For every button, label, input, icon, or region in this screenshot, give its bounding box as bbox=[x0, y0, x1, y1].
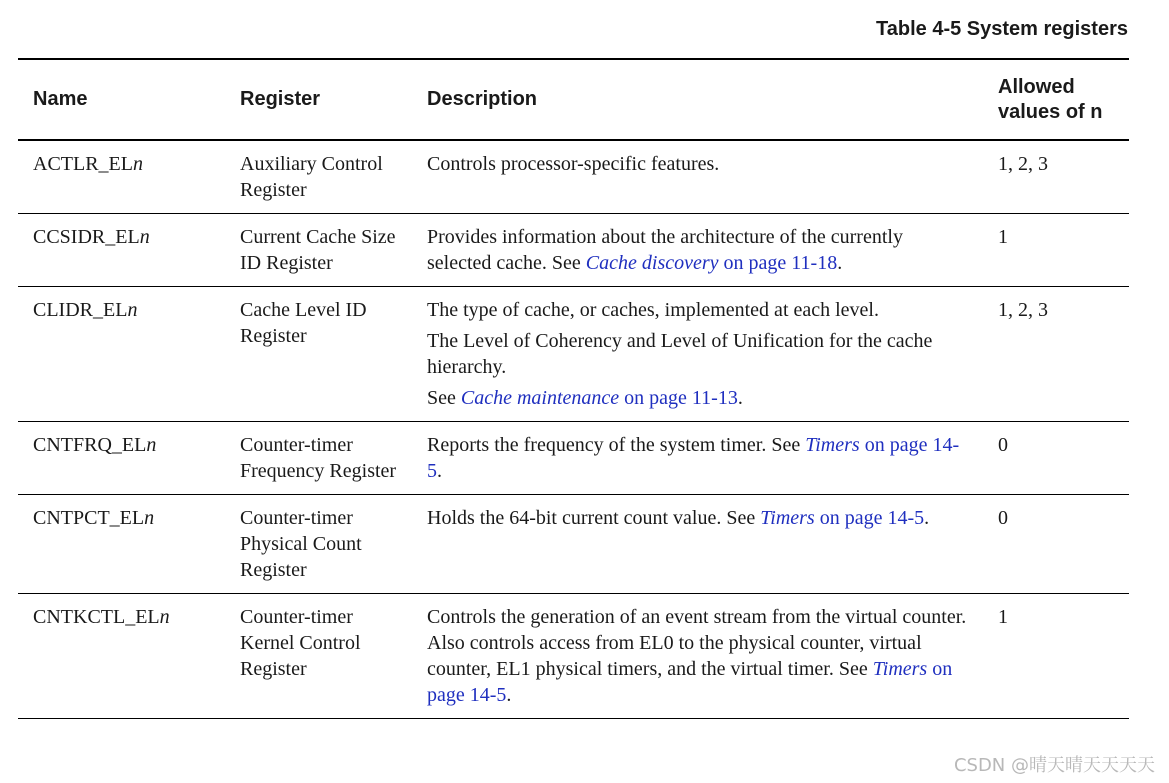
register-name-suffix: n bbox=[146, 434, 157, 456]
register-name-suffix: n bbox=[139, 226, 150, 248]
table-row bbox=[18, 214, 1129, 287]
table-row bbox=[18, 140, 1129, 214]
table-header bbox=[18, 59, 1129, 140]
register-name: ACTLR_EL bbox=[33, 153, 133, 175]
description-cell bbox=[412, 214, 983, 287]
description-text: See bbox=[427, 387, 461, 409]
description-paragraph bbox=[427, 224, 969, 276]
description-cell bbox=[412, 287, 983, 422]
cross-reference-link[interactable]: on page 14-5 bbox=[814, 507, 925, 529]
description-text: Provides information about the architecture of the currently selected cache. See bbox=[427, 226, 903, 274]
cross-reference-link[interactable]: on page 14-5 bbox=[427, 658, 953, 706]
register-name-suffix: n bbox=[159, 606, 170, 628]
cross-reference-link[interactable]: Cache maintenance bbox=[460, 387, 620, 409]
table-body bbox=[18, 140, 1129, 719]
description-text: Controls processor-specific features. bbox=[427, 153, 720, 175]
cross-reference-link[interactable]: on page 11-18 bbox=[718, 252, 838, 274]
allowed-values-cell: 0 bbox=[998, 507, 1008, 529]
cross-reference-link[interactable]: on page 11-13 bbox=[619, 387, 738, 409]
register-name-suffix: n bbox=[133, 153, 143, 175]
table-row bbox=[18, 594, 1129, 719]
description-text: . bbox=[737, 387, 743, 409]
description-text: Holds the 64-bit current count value. See bbox=[427, 507, 761, 529]
header-description: Description bbox=[427, 88, 538, 110]
description-text: . bbox=[924, 507, 930, 529]
description-text: Controls the generation of an event stream from the virtual counter. Also controls access from EL0 to the physical counter, virtual counter, EL1 physical timers, and the virtual timer. See bbox=[427, 606, 967, 680]
register-name-cell bbox=[18, 422, 225, 495]
table-row bbox=[18, 422, 1129, 495]
table-row bbox=[18, 495, 1129, 594]
header-allowed-values: Allowed values of n bbox=[998, 75, 1103, 123]
description-cell bbox=[412, 140, 983, 214]
header-row bbox=[18, 59, 1129, 140]
cross-reference-link[interactable]: Timers bbox=[805, 434, 860, 456]
description-text: . bbox=[837, 252, 843, 274]
header-name: Name bbox=[33, 88, 88, 110]
description-paragraph bbox=[427, 385, 969, 411]
description-cell bbox=[412, 594, 983, 719]
register-name-suffix: n bbox=[127, 299, 138, 321]
description-paragraph bbox=[427, 297, 969, 323]
cross-reference-link[interactable]: Cache discovery bbox=[585, 252, 719, 274]
header-register: Register bbox=[240, 88, 321, 110]
watermark: CSDN @晴天晴天天天天 bbox=[953, 755, 1155, 776]
description-cell bbox=[412, 422, 983, 495]
register-name: CNTFRQ_EL bbox=[33, 434, 147, 456]
register-name-cell bbox=[18, 594, 225, 719]
allowed-values-cell: 0 bbox=[998, 434, 1008, 456]
register-full-name-cell: Counter-timer Kernel Control Register bbox=[240, 606, 361, 680]
register-full-name-cell: Auxiliary Control Register bbox=[240, 153, 383, 201]
description-text: . bbox=[437, 460, 442, 482]
cross-reference-link[interactable]: Timers bbox=[872, 658, 928, 680]
description-paragraph bbox=[427, 151, 969, 177]
register-name-cell bbox=[18, 140, 225, 214]
description-cell bbox=[412, 495, 983, 594]
cross-reference-link[interactable]: Timers bbox=[760, 507, 815, 529]
register-name: CNTKCTL_EL bbox=[33, 606, 160, 628]
register-name: CLIDR_EL bbox=[33, 299, 128, 321]
description-paragraph bbox=[427, 505, 969, 531]
register-full-name-cell: Counter-timer Frequency Register bbox=[240, 434, 397, 482]
description-text: The type of cache, or caches, implemented at each level. bbox=[427, 299, 879, 321]
register-name-suffix: n bbox=[144, 507, 155, 529]
register-name-cell bbox=[18, 495, 225, 594]
system-registers-table bbox=[18, 58, 1129, 719]
allowed-values-cell: 1 bbox=[998, 606, 1008, 628]
register-name: CCSIDR_EL bbox=[33, 226, 140, 248]
description-paragraph bbox=[427, 604, 969, 708]
allowed-values-cell: 1, 2, 3 bbox=[998, 299, 1048, 321]
register-name: CNTPCT_EL bbox=[33, 507, 145, 529]
register-full-name-cell: Current Cache Size ID Register bbox=[240, 226, 396, 274]
register-full-name-cell: Cache Level ID Register bbox=[240, 299, 367, 347]
table-caption: Table 4-5 System registers bbox=[876, 18, 1128, 40]
description-paragraph bbox=[427, 432, 969, 484]
description-text: Reports the frequency of the system timer. See bbox=[427, 434, 806, 456]
register-name-cell bbox=[18, 214, 225, 287]
table-row bbox=[18, 287, 1129, 422]
allowed-values-cell: 1 bbox=[998, 226, 1008, 248]
register-full-name-cell: Counter-timer Physical Count Register bbox=[240, 507, 362, 581]
allowed-values-cell: 1, 2, 3 bbox=[998, 153, 1048, 175]
description-paragraph bbox=[427, 328, 969, 380]
description-text: . bbox=[506, 684, 512, 706]
description-text: The Level of Coherency and Level of Unification for the cache hierarchy. bbox=[427, 330, 933, 378]
register-name-cell bbox=[18, 287, 225, 422]
cross-reference-link[interactable]: on page 14-5 bbox=[427, 434, 960, 482]
